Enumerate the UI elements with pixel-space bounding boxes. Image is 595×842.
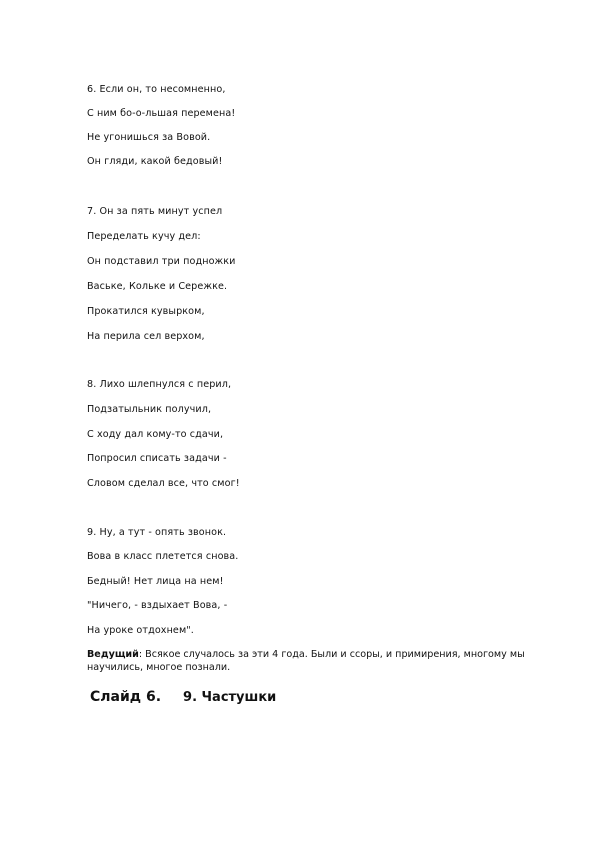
stanza-7-line-4: Ваське, Кольке и Сережке. xyxy=(87,281,228,292)
stanza-6-line-2: С ним бо-о-льшая перемена! xyxy=(87,108,236,119)
stanza-9-line-4: "Ничего, - вздыхает Вова, - xyxy=(87,600,228,611)
host-text: : Всякое случалось за эти 4 года. Были и ссоры, и примирения, многому мы научились, многое познали. xyxy=(87,649,525,673)
stanza-7-line-6: На перила сел верхом, xyxy=(87,331,205,342)
stanza-8-line-1: 8. Лихо шлепнулся с перил, xyxy=(87,379,232,390)
stanza-7-line-5: Прокатился кувырком, xyxy=(87,306,205,317)
stanza-9-line-2: Вова в класс плетется снова. xyxy=(87,551,239,562)
host-label: Ведущий xyxy=(87,649,139,660)
stanza-7-line-2: Переделать кучу дел: xyxy=(87,231,201,242)
stanza-6-line-3: Не угонишься за Вовой. xyxy=(87,132,211,143)
stanza-8-line-3: С ходу дал кому-то сдачи, xyxy=(87,429,224,440)
stanza-9-line-1: 9. Ну, а тут - опять звонок. xyxy=(87,527,227,538)
host-note xyxy=(87,648,527,674)
stanza-8-line-5: Словом сделал все, что смог! xyxy=(87,478,240,489)
slide-number: Слайд 6. xyxy=(90,689,162,705)
stanza-8-line-4: Попросил списать задачи - xyxy=(87,453,227,464)
stanza-9-line-5: На уроке отдохнем". xyxy=(87,625,194,636)
section-title: 9. Частушки xyxy=(183,690,277,705)
stanza-6-line-1: 6. Если он, то несомненно, xyxy=(87,84,226,95)
stanza-7-line-3: Он подставил три подножки xyxy=(87,256,236,267)
stanza-6-line-4: Он гляди, какой бедовый! xyxy=(87,156,223,167)
slide-heading xyxy=(90,688,276,707)
stanza-8-line-2: Подзатыльник получил, xyxy=(87,404,212,415)
stanza-9-line-3: Бедный! Нет лица на нем! xyxy=(87,576,224,587)
stanza-7-line-1: 7. Он за пять минут успел xyxy=(87,206,223,217)
